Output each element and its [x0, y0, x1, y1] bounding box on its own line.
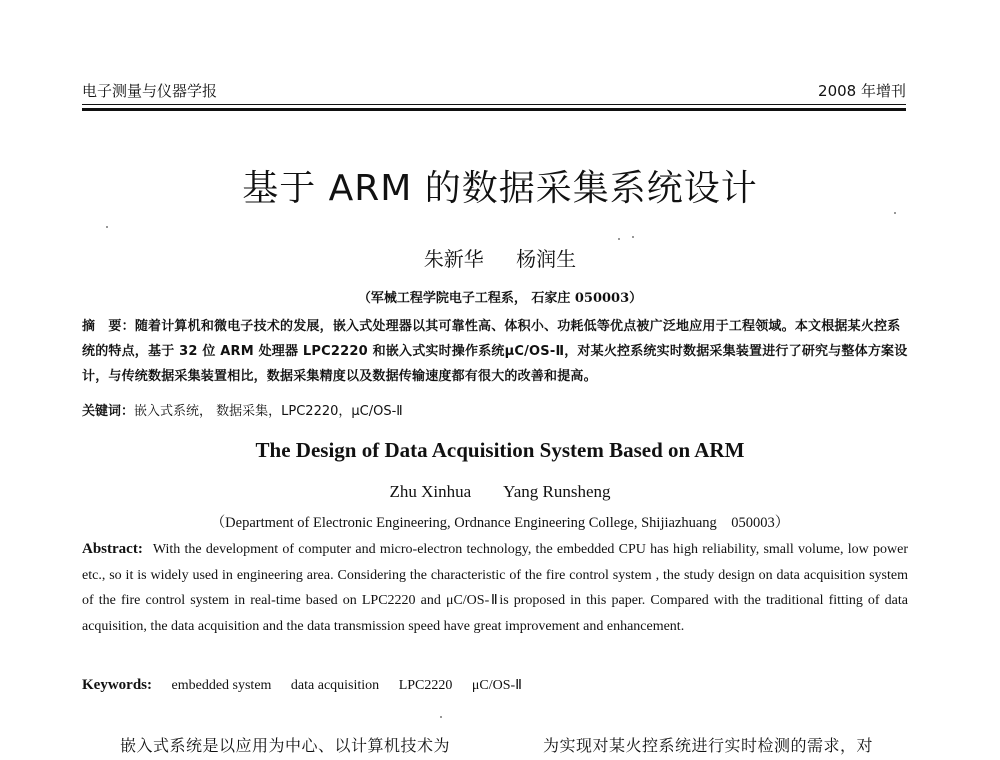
zh-abstract-label: 摘 要：	[82, 319, 135, 334]
running-head	[82, 80, 906, 106]
en-affiliation: （Department of Electronic Engineering, Ordnance Engineering College, Shijiazhuang 050003）	[210, 515, 790, 531]
zh-keywords	[82, 402, 908, 422]
journal-name: 电子测量与仪器学报	[82, 82, 218, 100]
zh-title: 基于 ARM 的数据采集系统设计	[242, 168, 758, 209]
scan-speck	[440, 716, 442, 718]
en-title: The Design of Data Acquisition System Based on ARM	[255, 438, 745, 462]
en-keyword: embedded system	[171, 678, 272, 693]
en-keyword: LPC2220	[398, 678, 453, 693]
zh-abstract-text: 随着计算机和微电子技术的发展，嵌入式处理器以其可靠性高、体积小、功耗低等优点被广泛地应用于工程领域。本文根据某火控系统的特点，基于 32 位 ARM 处理器 LPC2220 和嵌入式实时操作系统μC/OS-Ⅱ，对某火控系统实时数据采集装置进行了研究与整体方案设计，与传统数据采集装置相比，数据采集精度以及数据传输速度都有很大的改善和提高。	[82, 319, 908, 384]
body-text-left-column: 嵌入式系统是以应用为中心、以计算机技术为	[120, 736, 451, 755]
scan-speck	[106, 226, 108, 228]
en-author: Yang Runsheng	[503, 482, 611, 501]
en-author: Zhu Xinhua	[389, 482, 472, 501]
en-keywords	[82, 677, 908, 694]
zh-author: 杨润生	[516, 247, 577, 271]
zh-affiliation: （军械工程学院电子工程系， 石家庄 050003）	[357, 291, 643, 306]
en-abstract-label: Abstract:	[82, 541, 143, 557]
en-keyword: μC/OS-Ⅱ	[471, 678, 523, 693]
zh-abstract	[82, 314, 908, 389]
header-rule-thick	[82, 108, 906, 111]
zh-keywords-label: 关键词：	[82, 404, 135, 419]
scan-speck	[632, 236, 634, 238]
zh-keywords-text: 嵌入式系统， 数据采集，LPC2220，μC/OS-Ⅱ	[134, 404, 403, 419]
header-rule-thin	[82, 104, 906, 105]
scan-speck	[894, 212, 896, 214]
en-abstract-text: With the development of computer and micro-electron technology, the embedded CPU has high reliability, small volume, low power etc., so it is widely used in engineering area. Considering the characteristic of the fire control system , the study design on data acquisition system of the fire control system in real-time based on LPC2220 and μC/OS-Ⅱis proposed in this paper. Compared with the traditional fitting of data acquisition, the data acquisition and the data transmission speed have great improvement and enhancement.	[82, 542, 908, 634]
zh-author: 朱新华	[423, 247, 484, 271]
body-text-right-column: 为实现对某火控系统进行实时检测的需求，对	[543, 736, 874, 755]
en-keywords-label: Keywords:	[82, 677, 152, 693]
zh-authors	[0, 243, 1000, 272]
en-authors	[0, 482, 1000, 502]
scan-speck	[618, 238, 620, 240]
en-keyword: data acquisition	[290, 678, 380, 693]
en-abstract	[82, 537, 908, 639]
issue-label: 2008 年增刊	[818, 82, 906, 100]
